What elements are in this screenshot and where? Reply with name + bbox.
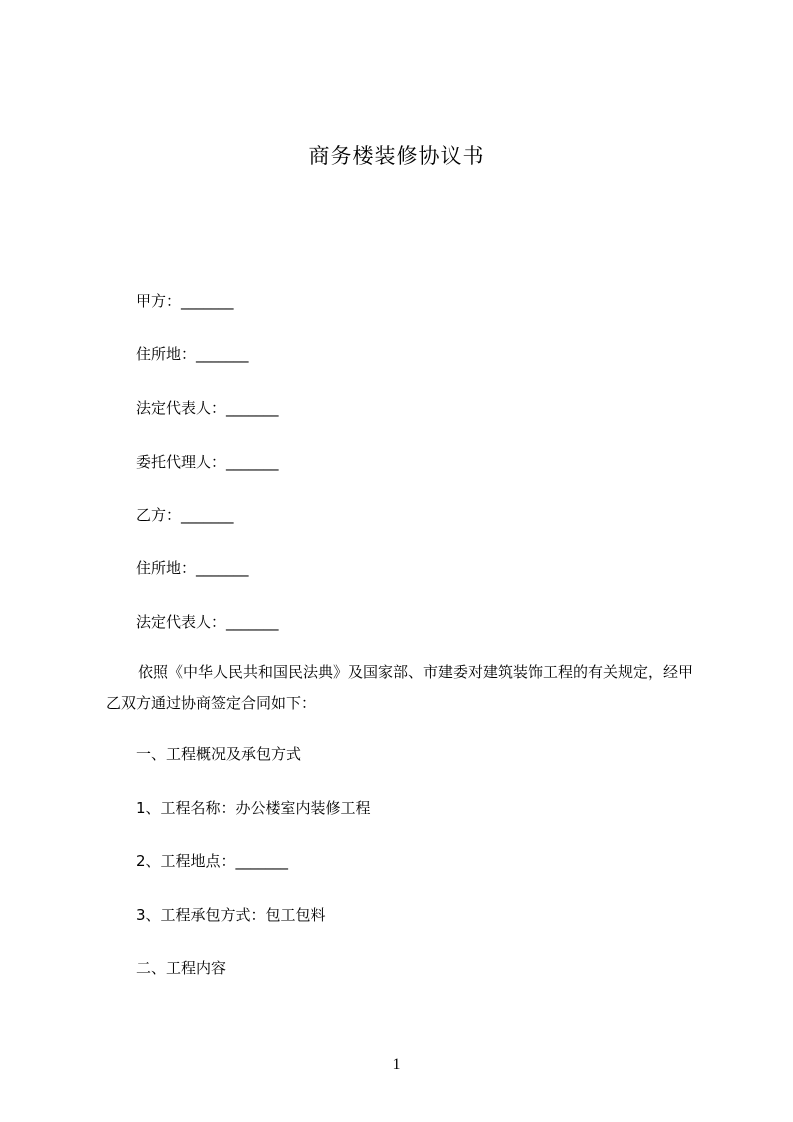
- party-b-name: 乙方：_______: [136, 506, 234, 524]
- party-b-legal-rep: 法定代表人：_______: [136, 613, 279, 631]
- party-a-address: 住所地：_______: [136, 345, 249, 363]
- party-a-name: 甲方：_______: [136, 292, 234, 310]
- section-1-item-1: 1、工程名称：办公楼室内装修工程: [136, 799, 371, 817]
- party-a-legal-rep: 法定代表人：_______: [136, 399, 279, 417]
- page-number: 1: [392, 1056, 401, 1073]
- party-a-agent: 委托代理人：_______: [136, 453, 279, 471]
- section-1-item-2: 2、工程地点：_______: [136, 852, 289, 870]
- party-b-address: 住所地：_______: [136, 559, 249, 577]
- section-2-heading: 二、工程内容: [136, 959, 227, 977]
- document-title: 商务楼装修协议书: [308, 144, 485, 168]
- section-1-item-3: 3、工程承包方式：包工包料: [136, 906, 326, 924]
- intro-text: 依照《中华人民共和国民法典》及国家部、市建委对建筑装饰工程的有关规定，经甲乙双方通过协商签定合同如下：: [106, 663, 694, 712]
- intro-paragraph: [106, 657, 696, 719]
- section-1-heading: 一、工程概况及承包方式: [136, 745, 302, 763]
